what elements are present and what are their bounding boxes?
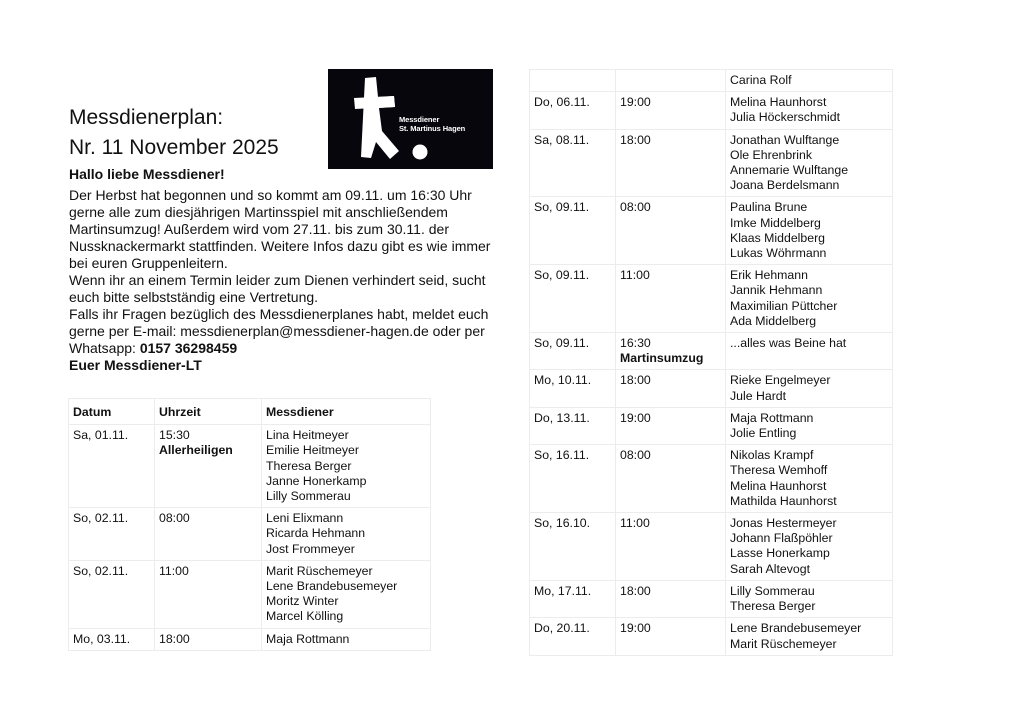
cell-servers bbox=[726, 70, 893, 92]
cell-date bbox=[530, 70, 616, 92]
server-name: Jonathan Wulftange bbox=[730, 132, 840, 147]
server-name: Ada Middelberg bbox=[730, 313, 817, 328]
time-text: 11:00 bbox=[620, 516, 650, 531]
table-row bbox=[530, 333, 893, 370]
cell-servers bbox=[262, 425, 431, 508]
cell-date: So, 16.10. bbox=[530, 513, 616, 581]
cell-date: Do, 20.11. bbox=[530, 618, 616, 655]
page-title-line2: Nr. 11 November 2025 bbox=[69, 136, 279, 159]
contact-text: Falls ihr Fragen bezüglich des Messdienerplanes habt, meldet euch gerne per E-mail: messdienerplan@messdiener-hagen.de oder per Whatsapp: bbox=[69, 306, 489, 356]
cell-servers bbox=[262, 508, 431, 561]
cell-time bbox=[616, 445, 726, 513]
table-row bbox=[530, 129, 893, 197]
table-row bbox=[530, 197, 893, 265]
server-name: Maja Rottmann bbox=[266, 631, 350, 646]
server-name: Rieke Engelmeyer bbox=[730, 373, 831, 388]
cell-time bbox=[616, 70, 726, 92]
cell-time bbox=[616, 370, 726, 407]
table-row bbox=[69, 425, 431, 508]
time-text: 11:00 bbox=[159, 563, 189, 578]
time-text: 11:00 bbox=[620, 268, 650, 283]
cell-date: Mo, 17.11. bbox=[530, 580, 616, 617]
intro-text bbox=[69, 166, 509, 374]
table-row bbox=[69, 628, 431, 650]
event-note: Martinsumzug bbox=[620, 351, 704, 366]
cell-time bbox=[616, 333, 726, 370]
server-name: Paulina Brune bbox=[730, 200, 808, 215]
server-name: Jannik Hehmann bbox=[730, 283, 823, 298]
cell-time bbox=[616, 407, 726, 444]
cell-date: So, 16.11. bbox=[530, 445, 616, 513]
server-name: Theresa Berger bbox=[730, 599, 816, 614]
server-name: Imke Middelberg bbox=[730, 215, 821, 230]
cell-time bbox=[616, 618, 726, 655]
intro-paragraph-2: Wenn ihr an einem Termin leider zum Dienen verhindert seid, sucht euch bitte selbstständig eine Vertretung. bbox=[69, 272, 486, 305]
cell-servers bbox=[726, 92, 893, 129]
page-title-line1: Messdienerplan: bbox=[69, 106, 224, 129]
cell-servers bbox=[726, 197, 893, 265]
server-name: Julia Höckerschmidt bbox=[730, 110, 841, 125]
cell-servers bbox=[726, 618, 893, 655]
table-row bbox=[530, 407, 893, 444]
cell-date: Sa, 08.11. bbox=[530, 129, 616, 197]
table-row bbox=[530, 580, 893, 617]
cell-servers bbox=[726, 580, 893, 617]
cell-time bbox=[616, 92, 726, 129]
server-name: Theresa Berger bbox=[266, 458, 352, 473]
header-servers: Messdiener bbox=[262, 399, 431, 425]
server-name: Jost Frommeyer bbox=[266, 541, 355, 556]
table-row bbox=[530, 513, 893, 581]
server-name: Theresa Wemhoff bbox=[730, 463, 828, 478]
server-name: Ricarda Hehmann bbox=[266, 526, 366, 541]
server-name: Leni Elixmann bbox=[266, 511, 344, 526]
table-header-row bbox=[69, 399, 431, 425]
cell-date: Do, 13.11. bbox=[530, 407, 616, 444]
cell-date: Do, 06.11. bbox=[530, 92, 616, 129]
time-text: 18:00 bbox=[620, 132, 651, 147]
cell-time bbox=[616, 265, 726, 333]
cell-servers bbox=[726, 265, 893, 333]
server-name: Nikolas Krampf bbox=[730, 448, 814, 463]
whatsapp-number: 0157 36298459 bbox=[139, 340, 238, 356]
cell-servers bbox=[726, 445, 893, 513]
server-name: Maja Rottmann bbox=[730, 410, 814, 425]
server-name: Marcel Kölling bbox=[266, 609, 344, 624]
cell-servers bbox=[262, 628, 431, 650]
server-name: Marit Rüschemeyer bbox=[730, 636, 837, 651]
server-name: Lina Heitmeyer bbox=[266, 428, 349, 443]
table-row bbox=[530, 70, 893, 92]
time-text: 19:00 bbox=[620, 621, 651, 636]
cell-date: Mo, 10.11. bbox=[530, 370, 616, 407]
time-text: 19:00 bbox=[620, 95, 651, 110]
cell-servers bbox=[726, 333, 893, 370]
server-name: Carina Rolf bbox=[730, 73, 792, 87]
cell-date: So, 02.11. bbox=[69, 560, 155, 628]
server-name: Lukas Wöhrmann bbox=[730, 246, 827, 261]
server-name: Jonas Hestermeyer bbox=[730, 516, 837, 531]
cell-time bbox=[155, 560, 262, 628]
cell-time bbox=[155, 508, 262, 561]
server-name: Erik Hehmann bbox=[730, 268, 808, 283]
table-row bbox=[530, 445, 893, 513]
server-name: Janne Honerkamp bbox=[266, 473, 367, 488]
cell-date: So, 09.11. bbox=[530, 265, 616, 333]
server-name: Mathilda Haunhorst bbox=[730, 493, 837, 508]
cell-date: So, 02.11. bbox=[69, 508, 155, 561]
cell-servers bbox=[262, 560, 431, 628]
header-time: Uhrzeit bbox=[155, 399, 262, 425]
time-text: 08:00 bbox=[620, 200, 651, 215]
time-text: 16:30 bbox=[620, 336, 651, 351]
server-name: Klaas Middelberg bbox=[730, 230, 826, 245]
time-text: 08:00 bbox=[159, 511, 190, 526]
server-name: Joana Berdelsmann bbox=[730, 178, 840, 193]
time-text: 18:00 bbox=[620, 373, 651, 388]
intro-paragraph-1: Der Herbst hat begonnen und so kommt am 09.11. um 16:30 Uhr gerne alle zum diesjährigen Martinsspiel mit anschließendem Martinsumzug! Außerdem wird vom 27.11. bis zum 30.11. der Nussknackermarkt stattfinden. Weitere Infos dazu gibt es wie immer bei euren Gruppenleitern. bbox=[69, 187, 491, 271]
cell-servers bbox=[726, 129, 893, 197]
cell-servers bbox=[726, 513, 893, 581]
server-name: Lene Brandebusemeyer bbox=[266, 579, 398, 594]
server-name: Lilly Sommerau bbox=[266, 489, 351, 504]
cell-date: So, 09.11. bbox=[530, 197, 616, 265]
server-name: Marit Rüschemeyer bbox=[266, 563, 373, 578]
table-row bbox=[530, 92, 893, 129]
cell-time bbox=[155, 425, 262, 508]
cell-time bbox=[616, 513, 726, 581]
event-note: Allerheiligen bbox=[159, 443, 233, 458]
table-row bbox=[69, 560, 431, 628]
cell-servers bbox=[726, 370, 893, 407]
server-name: Lilly Sommerau bbox=[730, 583, 815, 598]
server-name: ...alles was Beine hat bbox=[730, 336, 847, 351]
cell-time bbox=[616, 129, 726, 197]
signature: Euer Messdiener-LT bbox=[69, 357, 202, 373]
logo bbox=[328, 69, 493, 169]
server-name: Maximilian Püttcher bbox=[730, 298, 838, 313]
server-name: Lasse Honerkamp bbox=[730, 546, 830, 561]
cell-date: Mo, 03.11. bbox=[69, 628, 155, 650]
server-name: Melina Haunhorst bbox=[730, 478, 827, 493]
server-name: Emilie Heitmeyer bbox=[266, 443, 359, 458]
logo-text-line1: Messdiener bbox=[399, 115, 440, 124]
cell-date: So, 09.11. bbox=[530, 333, 616, 370]
server-name: Annemarie Wulftange bbox=[730, 163, 849, 178]
server-name: Melina Haunhorst bbox=[730, 95, 827, 110]
intro-paragraph-3 bbox=[69, 306, 509, 357]
server-name: Ole Ehrenbrink bbox=[730, 147, 813, 162]
cell-time bbox=[155, 628, 262, 650]
header-date: Datum bbox=[69, 399, 155, 425]
server-name: Sarah Altevogt bbox=[730, 561, 810, 576]
table-row bbox=[69, 508, 431, 561]
greeting: Hallo liebe Messdiener! bbox=[69, 166, 225, 182]
server-name: Lene Brandebusemeyer bbox=[730, 621, 862, 636]
cell-time bbox=[616, 197, 726, 265]
time-text: 08:00 bbox=[620, 448, 651, 463]
time-text: 18:00 bbox=[159, 631, 190, 646]
time-text: 15:30 bbox=[159, 428, 190, 443]
table-row bbox=[530, 618, 893, 655]
server-name: Jolie Entling bbox=[730, 426, 797, 441]
cell-servers bbox=[726, 407, 893, 444]
time-text: 19:00 bbox=[620, 410, 651, 425]
schedule-table-right bbox=[529, 69, 893, 656]
time-text: 18:00 bbox=[620, 583, 651, 598]
cell-time bbox=[616, 580, 726, 617]
table-row bbox=[530, 265, 893, 333]
server-name: Johann Flaßpöhler bbox=[730, 531, 833, 546]
cell-date: Sa, 01.11. bbox=[69, 425, 155, 508]
logo-text-line2: St. Martinus Hagen bbox=[399, 124, 466, 133]
server-name: Moritz Winter bbox=[266, 594, 339, 609]
server-name: Jule Hardt bbox=[730, 388, 787, 403]
schedule-table-left bbox=[68, 398, 431, 651]
table-row bbox=[530, 370, 893, 407]
